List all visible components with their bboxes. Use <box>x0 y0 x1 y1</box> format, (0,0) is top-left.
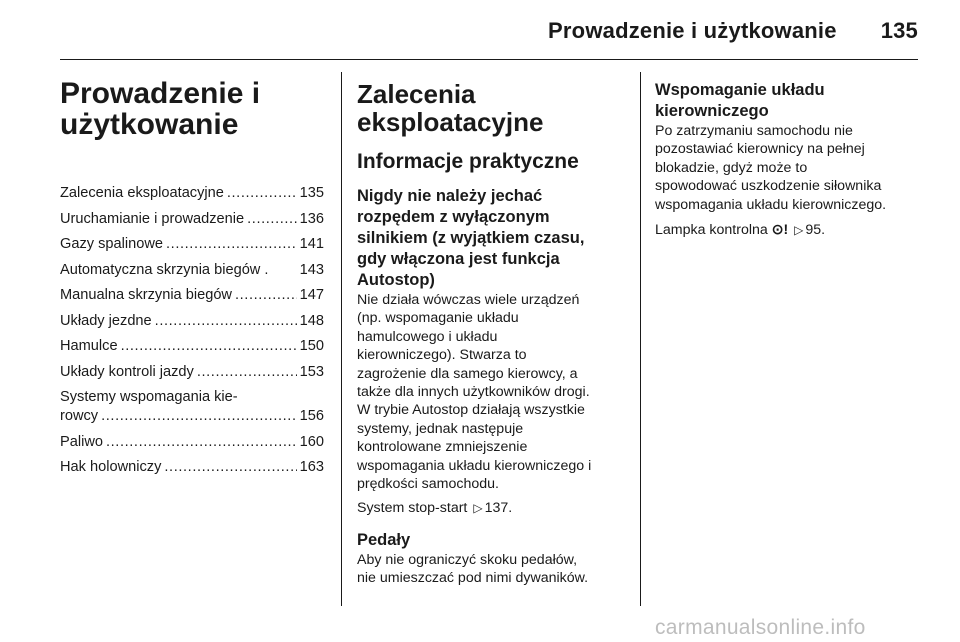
toc-leader <box>106 433 297 452</box>
toc-leader <box>235 286 297 305</box>
cross-reference-arrow-icon: ▷ <box>473 501 483 516</box>
topic-title-pedals: Pedały <box>357 530 411 549</box>
toc-label: Manualna skrzynia biegów <box>60 287 232 303</box>
toc-label: Hak holowniczy <box>60 459 162 475</box>
column-divider-2 <box>640 72 641 606</box>
topic-body-pedals <box>357 551 625 588</box>
toc-page: 136 <box>299 210 324 227</box>
toc-label: rowcy <box>60 408 99 424</box>
topic-body-steering <box>655 122 920 214</box>
toc-page: 150 <box>299 338 324 354</box>
toc-leader <box>247 210 297 229</box>
xref-page: 95. <box>805 222 826 239</box>
xref-warning-lamp[interactable] <box>655 220 920 239</box>
toc-item[interactable] <box>60 261 324 280</box>
toc-label: Gazy spalinowe <box>60 236 164 252</box>
toc-item[interactable] <box>60 286 324 305</box>
topic-title-steering <box>655 80 920 122</box>
cross-reference-arrow-icon: ▷ <box>794 223 804 238</box>
toc-leader <box>121 337 297 356</box>
toc-page: 135 <box>299 185 324 201</box>
section-title-line: eksploatacyjne <box>357 107 544 137</box>
body-line: nie umieszczać pod nimi dywaników. <box>357 570 589 587</box>
topic-title-line: Wspomaganie układu <box>655 81 825 99</box>
topic-title-line: Nigdy nie należy jechać <box>357 187 543 205</box>
toc-leader <box>155 312 297 331</box>
toc-page: 147 <box>299 287 324 303</box>
toc-item[interactable] <box>60 210 324 229</box>
body-line: (np. wspomaganie układu <box>357 310 519 327</box>
page-number: 135 <box>880 18 918 43</box>
toc-page: 156 <box>299 408 324 424</box>
subsection-title: Informacje praktyczne <box>357 150 579 173</box>
body-line: Aby nie ograniczyć skoku pedałów, <box>357 551 578 568</box>
toc-label: Systemy wspomagania kie- <box>60 389 238 405</box>
body-line: Po zatrzymaniu samochodu nie <box>655 123 853 139</box>
toc-label: Paliwo <box>60 433 103 450</box>
toc-leader <box>164 458 296 477</box>
body-line: hamulcowego i układu <box>357 328 498 345</box>
watermark: carmanualsonline.info <box>655 616 866 639</box>
chapter-title-line: użytkowanie <box>60 108 239 141</box>
toc-leader <box>197 363 297 382</box>
topic-title-autostop <box>357 186 625 291</box>
topic-title-line: silnikiem (z wyjątkiem czasu, <box>357 229 585 247</box>
topic-title-line: kierowniczego <box>655 102 769 120</box>
toc-leader <box>166 235 297 254</box>
toc-item[interactable] <box>60 235 324 254</box>
section-title <box>357 80 625 136</box>
header-rule <box>60 59 918 60</box>
toc-page: 148 <box>299 312 324 329</box>
steering-column <box>655 66 920 239</box>
lamp-label: Lampka kontrolna <box>655 222 768 239</box>
toc-item[interactable] <box>60 388 324 426</box>
topic-body-autostop <box>357 291 625 493</box>
section-title-line: Zalecenia <box>357 79 476 109</box>
body-line: blokadzie, gdyż może to <box>655 159 808 176</box>
chapter-title <box>60 78 324 140</box>
toc-page: 141 <box>299 236 324 252</box>
toc-page: 163 <box>299 459 324 475</box>
toc-label: Automatyczna skrzynia biegów . <box>60 261 269 278</box>
chapter-title-line: Prowadzenie i <box>60 77 261 110</box>
body-line: także dla innych użytkowników drogi. <box>357 384 590 401</box>
toc-label: Układy jezdne <box>60 312 152 329</box>
table-of-contents <box>60 184 324 477</box>
body-line: W trybie Autostop działają wszystkie <box>357 402 585 419</box>
section-column <box>357 66 625 588</box>
running-title: Prowadzenie i użytkowanie <box>548 18 837 43</box>
column-divider-1 <box>341 72 342 606</box>
body-line: wspomagania układu kierowniczego. <box>655 196 887 213</box>
topic-title-line: rozpędem z wyłączonym <box>357 208 550 226</box>
power-steering-warning-icon: ⊙! <box>771 221 789 238</box>
toc-item[interactable] <box>60 337 324 356</box>
body-line: pozostawiać kierownicy na pełnej <box>655 141 865 158</box>
chapter-column <box>60 66 324 484</box>
topic-title-line: Autostop) <box>357 271 435 289</box>
toc-item[interactable] <box>60 363 324 382</box>
toc-item[interactable] <box>60 184 324 203</box>
body-line: systemy, jednak następuje <box>357 420 524 437</box>
toc-label: Uruchamianie i prowadzenie <box>60 210 245 227</box>
body-line: kontrolowane zmniejszenie <box>357 439 528 456</box>
toc-page: 153 <box>299 363 324 380</box>
xref-page: 137. <box>484 500 513 517</box>
body-line: kierowniczego). Stwarza to <box>357 347 527 364</box>
toc-label: Zalecenia eksploatacyjne <box>60 185 224 201</box>
toc-leader <box>101 407 297 426</box>
body-line: prędkości samochodu. <box>357 476 499 493</box>
body-line: Nie działa wówczas wiele urządzeń <box>357 292 580 308</box>
toc-page: 143 <box>299 261 324 278</box>
toc-item[interactable] <box>60 433 324 452</box>
body-line: spowodować uszkodzenie siłownika <box>655 178 882 195</box>
toc-label: Hamulce <box>60 338 118 354</box>
xref-label: System stop-start <box>357 500 468 517</box>
toc-page: 160 <box>299 433 324 450</box>
topic-title-line: gdy włączona jest funkcja <box>357 250 560 268</box>
toc-item[interactable] <box>60 458 324 477</box>
running-header <box>60 10 918 52</box>
toc-leader <box>227 184 297 203</box>
body-line: wspomagania układu kierowniczego i <box>357 457 592 474</box>
toc-item[interactable] <box>60 312 324 331</box>
body-line: zagrożenie dla samego kierowcy, a <box>357 365 578 382</box>
toc-label: Układy kontroli jazdy <box>60 363 194 380</box>
xref-stop-start[interactable] <box>357 499 625 517</box>
